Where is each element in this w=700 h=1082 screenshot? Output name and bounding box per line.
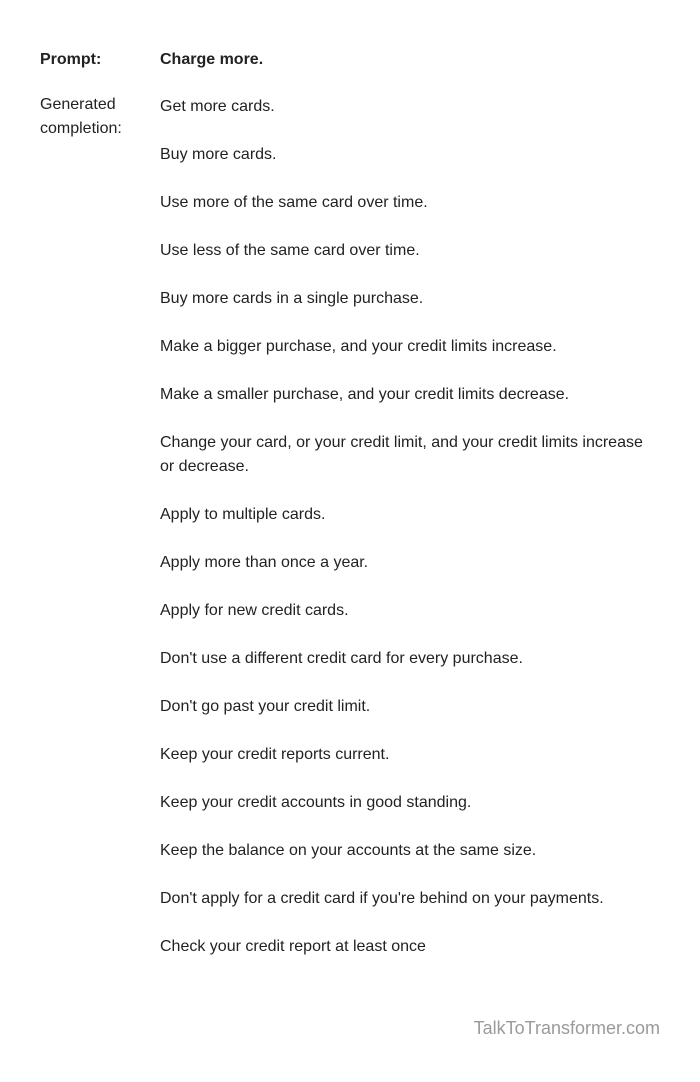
completion-line: Use less of the same card over time. [160,242,420,259]
completion-line: Check your credit report at least once [160,938,426,955]
completion-line: Apply for new credit cards. [160,602,349,619]
completion-line: Make a smaller purchase, and your credit limits decrease. [160,386,570,403]
completion-row [40,93,660,959]
completion-line: Buy more cards in a single purchase. [160,290,424,307]
completion-label-line2: completion: [40,120,122,137]
completion-line: Apply to multiple cards. [160,506,326,523]
completion-line: Don't use a different credit card for every purchase. [160,650,523,667]
prompt-text: Charge more. [160,51,264,68]
completion-line: Change your card, or your credit limit, and your credit limits increase or decrease. [160,434,643,475]
watermark: TalkToTransformer.com [473,1018,660,1038]
completion-line: Apply more than once a year. [160,554,369,571]
completion-text [160,93,660,959]
completion-line: Keep your credit reports current. [160,746,390,763]
completion-label-line1: Generated [40,96,116,113]
completion-line: Make a bigger purchase, and your credit limits increase. [160,338,557,355]
completion-line: Keep the balance on your accounts at the same size. [160,842,537,859]
prompt-label: Prompt: [40,51,102,68]
completion-line: Buy more cards. [160,146,277,163]
completion-line: Keep your credit accounts in good standing. [160,794,472,811]
completion-line: Use more of the same card over time. [160,194,428,211]
prompt-row [40,48,660,72]
completion-line: Don't go past your credit limit. [160,698,371,715]
completion-label [40,93,160,959]
completion-line: Don't apply for a credit card if you're behind on your payments. [160,890,604,907]
completion-line: Get more cards. [160,98,275,115]
